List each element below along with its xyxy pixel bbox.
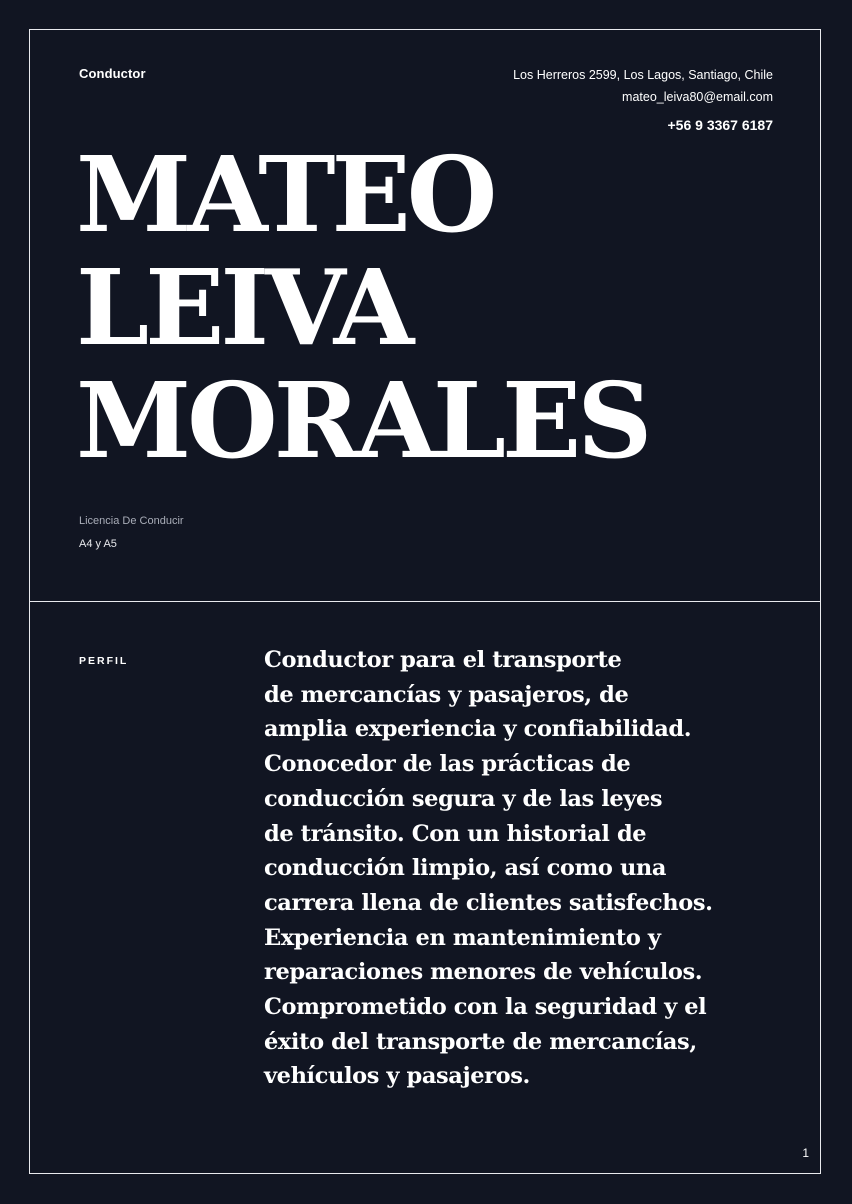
profile-line: conducción segura y de las leyes: [264, 785, 663, 812]
profile-line: éxito del transporte de mercancías,: [264, 1028, 697, 1055]
page-number: 1: [802, 1146, 809, 1160]
last-name-1: LEIVA: [76, 246, 411, 369]
job-title: Conductor: [79, 66, 146, 81]
profile-line: de mercancías y pasajeros, de: [264, 681, 629, 708]
contact-block: [413, 64, 773, 136]
profile-line: Comprometido con la seguridad y el: [264, 994, 707, 1021]
first-name: MATEO: [76, 133, 494, 256]
profile-line: reparaciones menores de vehículos.: [264, 959, 703, 986]
profile-line: carrera llena de clientes satisfechos.: [264, 889, 713, 916]
profile-line: amplia experiencia y confiabilidad.: [264, 716, 692, 743]
profile-line: vehículos y pasajeros.: [264, 1063, 530, 1090]
license-label: Licencia De Conducir: [79, 515, 184, 527]
profile-line: Experiencia en mantenimiento y: [264, 924, 661, 951]
full-name: [76, 133, 649, 482]
profile-line: Conductor para el transporte: [264, 647, 622, 673]
address: Los Herreros 2599, Los Lagos, Santiago, Chile: [513, 68, 773, 82]
profile-section-label: PERFIL: [79, 655, 129, 667]
section-divider: [29, 601, 821, 602]
profile-line: de tránsito. Con un historial de: [264, 820, 647, 847]
profile-text: [264, 643, 776, 1094]
email: mateo_leiva80@email.com: [622, 90, 773, 104]
license-value: A4 y A5: [79, 538, 117, 550]
profile-line: conducción limpio, así como una: [264, 855, 667, 882]
profile-line: Conocedor de las prácticas de: [264, 751, 631, 778]
last-name-2: MORALES: [76, 359, 649, 482]
phone: +56 9 3367 6187: [667, 117, 773, 133]
